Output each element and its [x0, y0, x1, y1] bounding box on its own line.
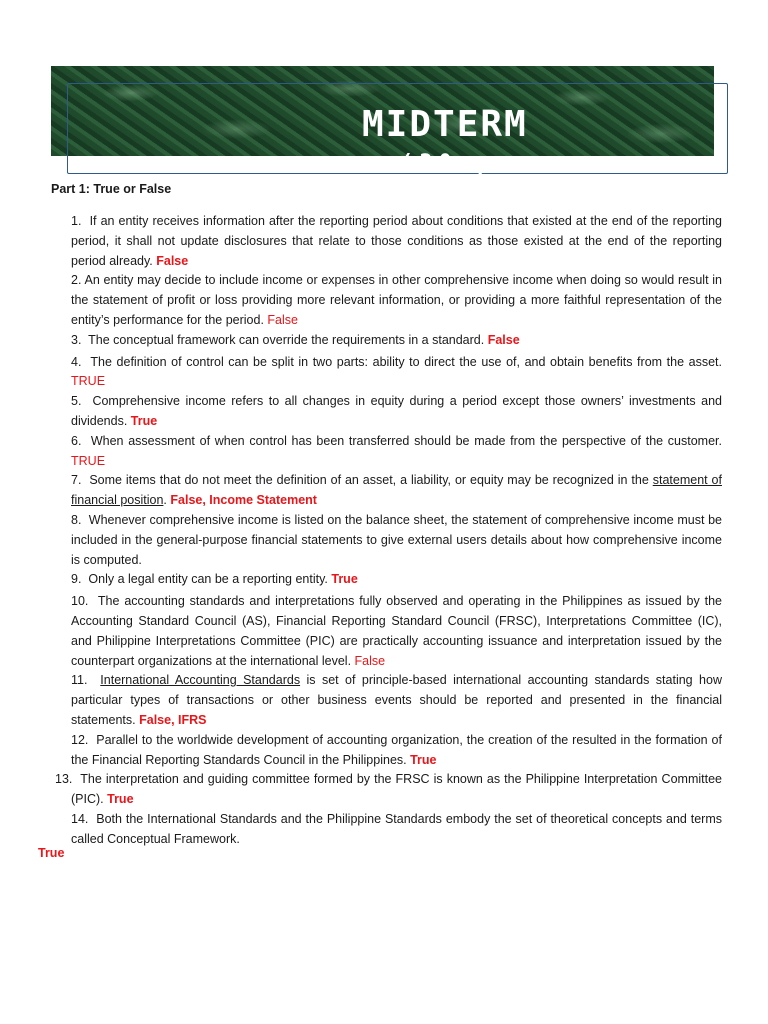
answer: TRUE: [71, 453, 106, 468]
answer: True: [130, 413, 158, 428]
banner-subtitle-cut: (30 p: [400, 151, 497, 176]
list-item: 3. The conceptual framework can override the requirements in a standard. False: [71, 332, 520, 347]
answer: TRUE: [71, 374, 106, 389]
list-item: 5. Comprehensive income refers to all changes in equity during a period except those owners’ investments and dividends. True: [71, 394, 722, 428]
list-item: 9. Only a legal entity can be a reporting entity. True: [71, 572, 358, 587]
question-list: [55, 212, 723, 850]
list-item: 4. The definition of control can be split in two parts: ability to direct the use of, and obtain benefits from the asset. TRUE: [71, 354, 722, 389]
list-item: 13. The interpretation and guiding committee formed by the FRSC is known as the Philippine Interpretation Committee (PIC). True: [55, 772, 722, 807]
answer: False, IFRS: [139, 712, 207, 727]
list-item: 1. If an entity receives information after the reporting period about conditions that existed at the end of the reporting period, it shall not update disclosures that relate to those conditions as those existed at the end of the reporting period already. False: [71, 214, 723, 268]
answer-14: True: [38, 846, 65, 860]
list-item: 10. The accounting standards and interpretations fully observed and operating in the Philippines as issued by the Accounting Standard Council (AS), Financial Reporting Standard Council (FRSC), Interpretations Committee (IC), and Philippine Interpretations Committee (PIC) are practically accounting issuance and interpretation issued by the counterpart organizations at the international level. False: [71, 594, 722, 668]
list-item: 6. When assessment of when control has been transferred should be made from the perspective of the customer. TRUE: [71, 433, 722, 468]
answer: True: [107, 792, 134, 807]
list-item: 14. Both the International Standards and the Philippine Standards embody the set of theoretical concepts and terms called Conceptual Framework.: [71, 811, 723, 846]
answer: False, Income Statement: [170, 493, 317, 508]
list-item: 2. An entity may decide to include income or expenses in other comprehensive income when doing so would result in the statement of profit or loss providing more relevant information, or providing a more faithful representation of the entity’s performance for the period. False: [71, 273, 722, 327]
part-heading: Part 1: True or False: [51, 182, 172, 196]
list-item: 11. International Accounting Standards is set of principle-based international accounting standards stating how particular types of transactions or other business events should be reported and presented in the financial statements. False, IFRS: [71, 673, 722, 727]
list-item: 12. Parallel to the worldwide development of accounting organization, the creation of the resulted in the formation of the Financial Reporting Standards Council in the Philippines. True: [71, 732, 722, 767]
list-item: 7. Some items that do not meet the definition of an asset, a liability, or equity may be recognized in the statement of financial position. False, Income Statement: [71, 473, 722, 508]
banner-title: MIDTERM: [362, 104, 528, 145]
answer: True: [410, 752, 437, 767]
answer: True: [331, 572, 358, 587]
answer: False: [354, 653, 386, 668]
answer: False: [156, 253, 189, 268]
answer: False: [267, 312, 298, 327]
list-item: 8. Whenever comprehensive income is listed on the balance sheet, the statement of comprehensive income must be included in the general-purpose financial statements to give external users details about how comprehensive income is computed.: [71, 512, 722, 567]
answer: False: [487, 332, 520, 347]
